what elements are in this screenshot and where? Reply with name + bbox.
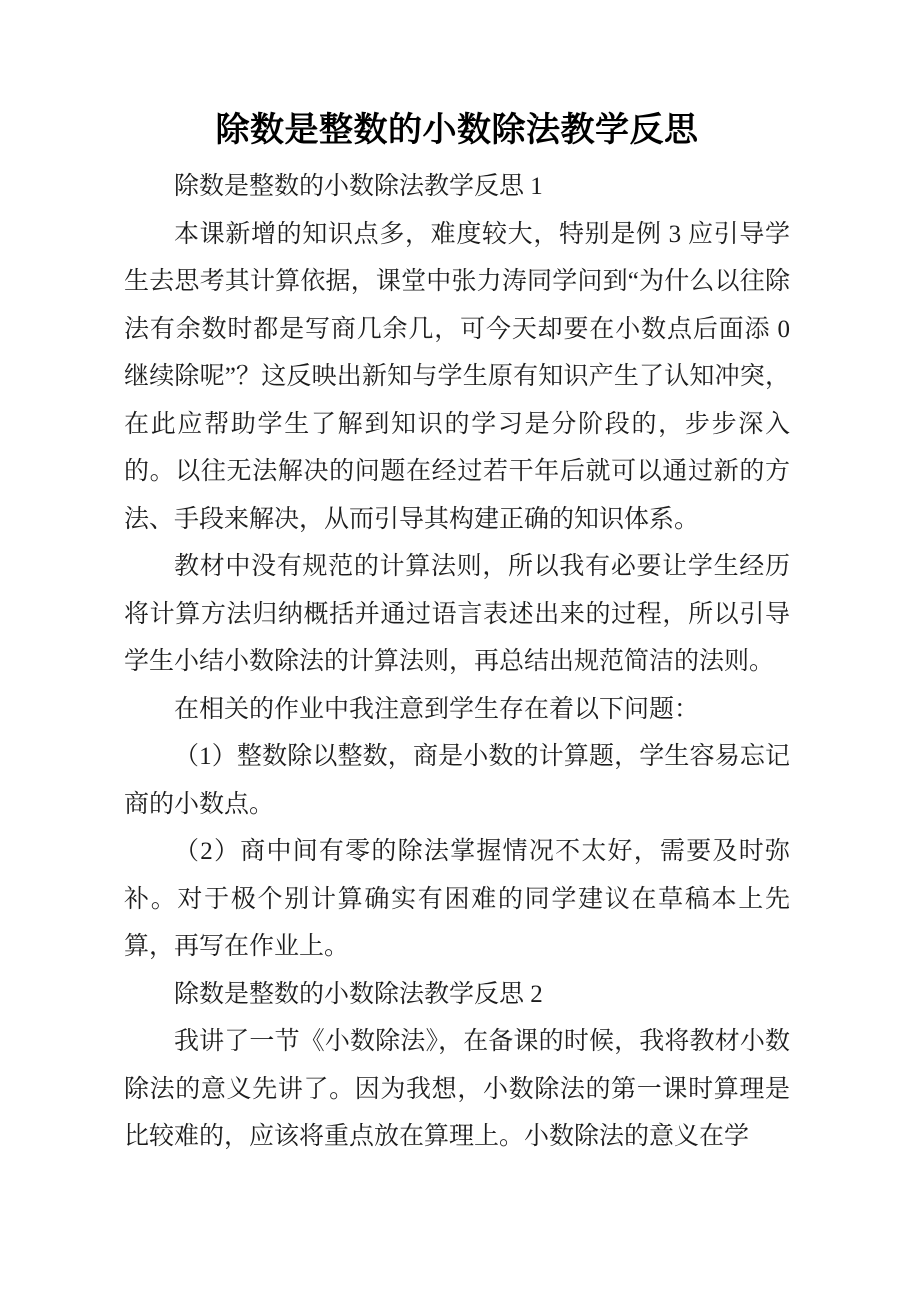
document-body — [124, 163, 790, 1161]
paragraph: （2）商中间有零的除法掌握情况不太好，需要及时弥补。对于极个别计算确实有困难的同学建议在草稿本上先算，再写在作业上。 — [124, 838, 790, 960]
document-title: 除数是整数的小数除法教学反思 — [215, 110, 699, 150]
paragraph: （1）整数除以整数，商是小数的计算题，学生容易忘记商的小数点。 — [124, 743, 790, 818]
paragraph: 在相关的作业中我注意到学生存在着以下问题： — [174, 695, 700, 723]
paragraph: 本课新增的知识点多，难度较大，特别是例 3 应引导学生去思考其计算依据，课堂中张力涛同学问到“为什么以往除法有余数时都是写商几余几，可今天却要在小数点后面添 0 继续除呢”？这反映出新知与学生原有知识产生了认知冲突，在此应帮助学生了解到知识的学习是分阶段的，步步深入的。以往无法解决的问题在经过若干年后就可以通过新的方法、手段来解决，从而引导其构建正确的知识体系。 — [124, 220, 790, 533]
paragraph: 我讲了一节《小数除法》，在备课的时候，我将教材小数除法的意义先讲了。因为我想，小数除法的第一课时算理是比较难的，应该将重点放在算理上。小数除法的意义在学 — [124, 1028, 790, 1150]
paragraph: 教材中没有规范的计算法则，所以我有必要让学生经历将计算方法归纳概括并通过语言表述出来的过程，所以引导学生小结小数除法的计算法则，再总结出规范简洁的法则。 — [124, 553, 790, 675]
paragraph: 除数是整数的小数除法教学反思 2 — [174, 980, 543, 1008]
paragraph: 除数是整数的小数除法教学反思 1 — [174, 173, 543, 200]
